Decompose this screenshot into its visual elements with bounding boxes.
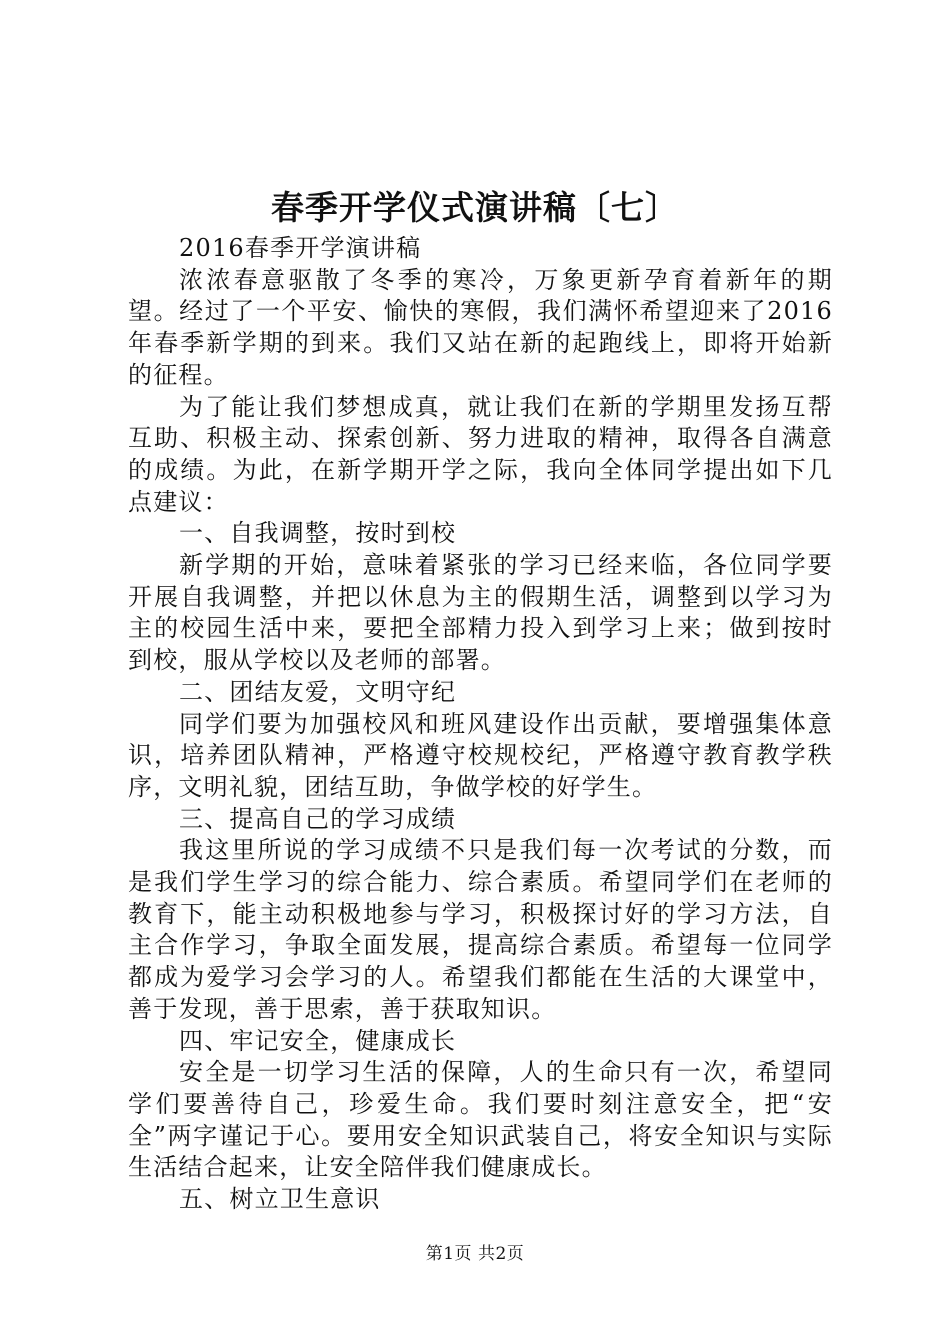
- subtitle-paragraph: 2016春季开学演讲稿: [179, 234, 422, 262]
- section-heading: 二、团结友爱，文明守纪: [179, 677, 457, 706]
- body-paragraph: 浓浓春意驱散了冬季的寒冷，万象更新孕育着新年的期望。经过了一个平安、愉快的寒假，我们满怀希望迎来了2016年春季新学期的到来。我们又站在新的起跑线上，即将开始新的征程。: [128, 265, 833, 389]
- document-body: [128, 233, 833, 1216]
- body-paragraph: 安全是一切学习生活的保障，人的生命只有一次，希望同学们要善待自己，珍爱生命。我们要时刻注意安全，把“安全”两字谨记于心。要用安全知识武装自己，将安全知识与实际生活结合起来，让安全陪伴我们健康成长。: [128, 1058, 833, 1182]
- section-heading: 五、树立卫生意识: [179, 1185, 381, 1214]
- page-number-footer: 第1页 共2页: [425, 1244, 525, 1264]
- body-paragraph: 我这里所说的学习成绩不只是我们每一次考试的分数，而是我们学生学习的综合能力、综合素质。希望同学们在老师的教育下，能主动积极地参与学习，积极探讨好的学习方法，自主合作学习，争取全面发展，提高综合素质。希望每一位同学都成为爱学习会学习的人。希望我们都能在生活的大课堂中，善于发现，善于思索，善于获取知识。: [128, 836, 833, 1023]
- section-heading: 四、牢记安全，健康成长: [179, 1026, 457, 1055]
- section-heading: 三、提高自己的学习成绩: [179, 804, 457, 833]
- body-paragraph: 同学们要为加强校风和班风建设作出贡献，要增强集体意识，培养团队精神，严格遵守校规校纪，严格遵守教育教学秩序，文明礼貌，团结互助，争做学校的好学生。: [128, 709, 833, 801]
- document-title: 春季开学仪式演讲稿〔七〕: [271, 188, 679, 227]
- body-paragraph: 新学期的开始，意味着紧张的学习已经来临，各位同学要开展自我调整，并把以休息为主的假期生活，调整到以学习为主的校园生活中来，要把全部精力投入到学习上来；做到按时到校，服从学校以及老师的部署。: [128, 551, 833, 675]
- section-heading: 一、自我调整，按时到校: [179, 519, 457, 548]
- body-paragraph: 为了能让我们梦想成真，就让我们在新的学期里发扬互帮互助、积极主动、探索创新、努力进取的精神，取得各自满意的成绩。为此，在新学期开学之际，我向全体同学提出如下几点建议：: [128, 392, 833, 516]
